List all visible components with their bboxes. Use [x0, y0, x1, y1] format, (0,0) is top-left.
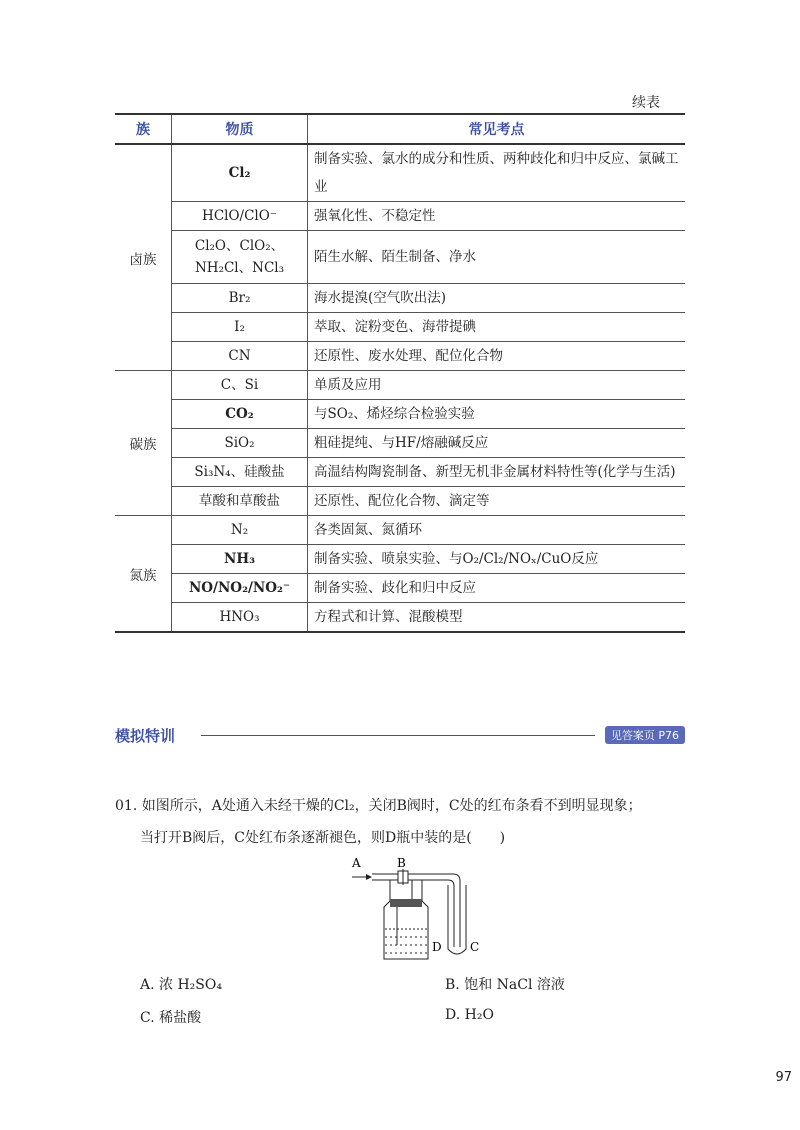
header-substance: 物质: [172, 114, 308, 144]
points-cell: 陌生水解、陌生制备、净水: [308, 231, 686, 284]
section-header: [115, 725, 685, 745]
points-cell: 各类固氮、氮循环: [308, 516, 686, 545]
table-header-row: [115, 114, 685, 144]
substance-cell: NO/NO₂/NO₂⁻: [172, 574, 308, 603]
substance-cell: Cl₂: [172, 144, 308, 202]
header-family: 族: [115, 114, 172, 144]
label-b: B: [397, 856, 406, 870]
family-carbon: 碳族: [115, 371, 172, 516]
substance-cell: I₂: [172, 313, 308, 342]
question-stem: [115, 790, 685, 854]
points-cell: 制备实验、歧化和归中反应: [308, 574, 686, 603]
option-b[interactable]: B. 饱和 NaCl 溶液: [445, 977, 565, 993]
points-cell: 方程式和计算、混酸模型: [308, 603, 686, 633]
substance-cell: N₂: [172, 516, 308, 545]
substance-cell: SiO₂: [172, 429, 308, 458]
stopper: [390, 899, 422, 907]
substance-cell: Si₃N₄、硅酸盐: [172, 458, 308, 487]
family-nitrogen: 氮族: [115, 516, 172, 633]
substance-cell: CN: [172, 342, 308, 371]
table-row: [115, 371, 685, 400]
table-row: [115, 231, 685, 284]
question-line-1: 01. 如图所示，A处通入未经干燥的Cl₂，关闭B阀时，C处的红布条看不到明显现象；: [115, 798, 642, 814]
substance-cell: NH₃: [172, 545, 308, 574]
substance-cell: Br₂: [172, 284, 308, 313]
option-d[interactable]: D. H₂O: [445, 1007, 494, 1023]
table-row: [115, 545, 685, 574]
page-number: 97: [775, 1070, 792, 1085]
gas-tube: [372, 874, 460, 947]
table-row: [115, 202, 685, 231]
arrow-head: [366, 874, 372, 880]
table-row: [115, 429, 685, 458]
section-divider: [201, 735, 595, 736]
points-cell: 单质及应用: [308, 371, 686, 400]
substance-cell: 草酸和草酸盐: [172, 487, 308, 516]
points-cell: 粗硅提纯、与HF/熔融碱反应: [308, 429, 686, 458]
points-cell: 高温结构陶瓷制备、新型无机非金属材料特性等(化学与生活): [308, 458, 686, 487]
points-cell: 海水提溴(空气吹出法): [308, 284, 686, 313]
table-row: [115, 574, 685, 603]
family-halogen: 卤族: [115, 144, 172, 371]
label-c: C: [470, 940, 480, 954]
substance-cell: CO₂: [172, 400, 308, 429]
header-points: 常见考点: [308, 114, 686, 144]
question-line-2: 当打开B阀后，C处红布条逐渐褪色，则D瓶中装的是( ): [140, 830, 506, 846]
section-title: 模拟特训: [115, 727, 176, 745]
points-cell: 制备实验、氯水的成分和性质、两种歧化和归中反应、氯碱工业: [308, 144, 686, 202]
points-cell: 与SO₂、烯烃综合检验实验: [308, 400, 686, 429]
table-row: [115, 603, 685, 633]
apparatus-diagram: [350, 855, 500, 965]
table-row: [115, 144, 685, 202]
points-cell: 制备实验、喷泉实验、与O₂/Cl₂/NOₓ/CuO反应: [308, 545, 686, 574]
substance-cell: HNO₃: [172, 603, 308, 633]
summary-table: [115, 113, 685, 633]
option-c[interactable]: C. 稀盐酸: [140, 1010, 202, 1026]
substance-cell: Cl₂O、ClO₂、NH₂Cl、NCl₃: [172, 231, 308, 284]
table-row: [115, 458, 685, 487]
label-a: A: [352, 856, 361, 870]
points-cell: 萃取、淀粉变色、海带提碘: [308, 313, 686, 342]
substance-cell: HClO/ClO⁻: [172, 202, 308, 231]
table-row: [115, 516, 685, 545]
points-cell: 还原性、配位化合物、滴定等: [308, 487, 686, 516]
substance-cell: C、Si: [172, 371, 308, 400]
continued-label: 续表: [632, 95, 660, 111]
table-row: [115, 487, 685, 516]
option-a[interactable]: A. 浓 H₂SO₄: [140, 977, 222, 993]
table-row: [115, 284, 685, 313]
points-cell: 强氧化性、不稳定性: [308, 202, 686, 231]
table-row: [115, 400, 685, 429]
bottle-d: [384, 880, 428, 959]
test-tube-c: [448, 885, 466, 954]
table-row: [115, 313, 685, 342]
answer-page-badge[interactable]: 见答案页 P76: [605, 726, 685, 744]
points-cell: 还原性、废水处理、配位化合物: [308, 342, 686, 371]
table-row: [115, 342, 685, 371]
label-d: D: [432, 940, 442, 954]
